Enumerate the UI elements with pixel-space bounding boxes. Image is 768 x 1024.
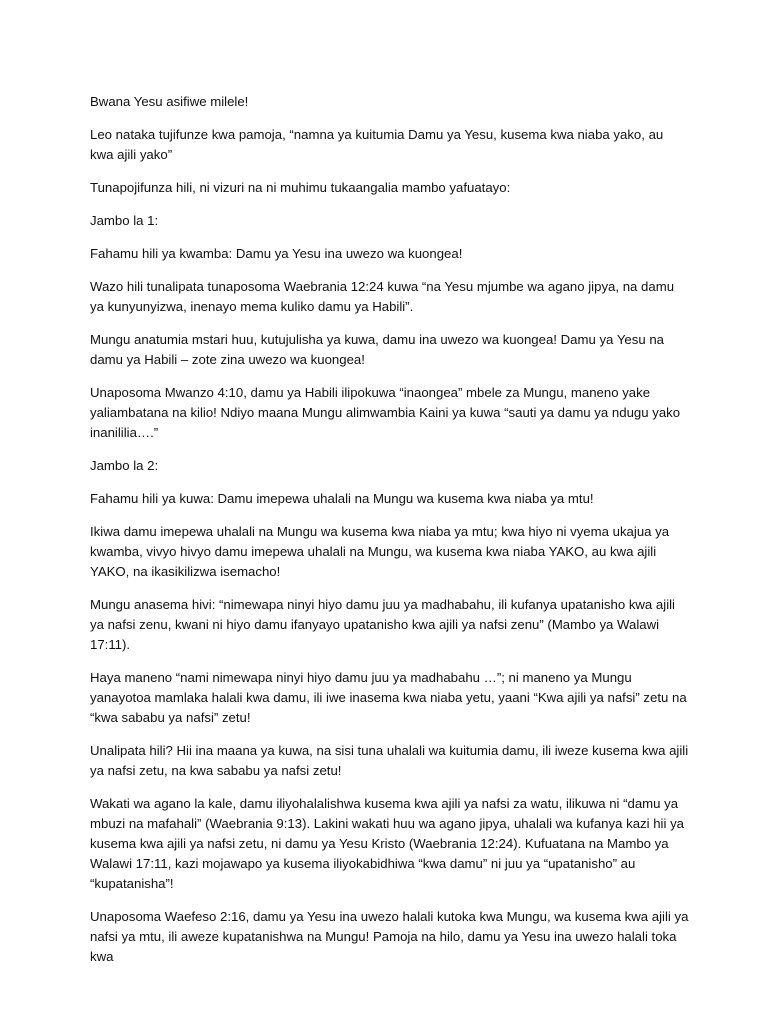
paragraph-waefeso: Unaposoma Waefeso 2:16, damu ya Yesu ina uwezo halali kutoka kwa Mungu, wa kusema kwa ajili ya nafsi ya mtu, ili aweze kupatanishwa na Mungu! Pamoja na hilo, damu ya Yesu ina uwezo halali toka kwa: [90, 909, 689, 964]
paragraph-waebrania: Wazo hili tunalipata tunaposoma Waebrania 12:24 kuwa “na Yesu mjumbe wa agano jipya, na damu ya kunyunyizwa, inenayo mema kuliko damu ya Habili”.: [90, 279, 675, 314]
paragraph-mamlaka: Haya maneno “nami nimewapa ninyi hiyo damu juu ya madhabahu …”; ni maneno ya Mungu yanayotoa mamlaka halali kwa damu, ili iwe inasema kwa niaba yetu, yaani “Kwa ajili ya nafsi” zetu na “kwa sababu ya nafsi” zetu!: [90, 670, 687, 725]
paragraph-lead: Tunapojifunza hili, ni vizuri na ni muhimu tukaangalia mambo yafuatayo:: [90, 180, 511, 195]
heading-jambo-2: Jambo la 2:: [90, 458, 159, 473]
paragraph-point-1: Fahamu hili ya kwamba: Damu ya Yesu ina uwezo wa kuongea!: [90, 246, 463, 261]
paragraph-agano: Wakati wa agano la kale, damu iliyohalalishwa kusema kwa ajili ya nafsi za watu, ilikuwa ni “damu ya mbuzi na mafahali” (Waebrania 9:13). Lakini wakati huu wa agano jipya, uhalali wa kufanya kazi hii ya kusema kwa ajili ya nafsi zetu, ni damu ya Yesu Kristo (Waebrania 12:24). Kufuatana na Mambo ya Walawi 17:11, kazi mojawapo ya kusema iliyokabidhiwa “kwa damu” ni juu ya “upatanisho” au “kupatanisha”!: [90, 796, 685, 891]
paragraph-mstari: Mungu anatumia mstari huu, kutujulisha ya kuwa, damu ina uwezo wa kuongea! Damu ya Yesu na damu ya Habili – zote zina uwezo wa kuongea!: [90, 332, 664, 367]
paragraph-mwanzo: Unaposoma Mwanzo 4:10, damu ya Habili ilipokuwa “inaongea” mbele za Mungu, maneno yake yaliambatana na kilio! Ndiyo maana Mungu alimwambia Kaini ya kuwa “sauti ya damu ya ndugu yako inanililia….”: [90, 385, 681, 440]
paragraph-uhalali: Ikiwa damu imepewa uhalali na Mungu wa kusema kwa niaba ya mtu; kwa hiyo ni vyema ukajua ya kwamba, vivyo hivyo damu imepewa uhalali na Mungu, wa kusema kwa niaba YAKO, au kwa ajili YAKO, na ikasikilizwa isemacho!: [90, 524, 670, 579]
paragraph-point-2: Fahamu hili ya kuwa: Damu imepewa uhalali na Mungu wa kusema kwa niaba ya mtu!: [90, 491, 594, 506]
paragraph-unalipata: Unalipata hili? Hii ina maana ya kuwa, na sisi tuna uhalali wa kuitumia damu, ili iweze kusema kwa ajili ya nafsi zetu, na kwa sababu ya nafsi zetu!: [90, 743, 689, 778]
paragraph-walawi: Mungu anasema hivi: “nimewapa ninyi hiyo damu juu ya madhabahu, ili kufanya upatanisho kwa ajili ya nafsi zenu, kwani ni hiyo damu ifanyayo upatanisho kwa ajili ya nafsi zenu” (Mambo ya Walawi 17:11).: [90, 597, 675, 652]
heading-jambo-1: Jambo la 1:: [90, 213, 159, 228]
paragraph-intro: Leo nataka tujifunze kwa pamoja, “namna ya kuitumia Damu ya Yesu, kusema kwa niaba yako, au kwa ajili yako”: [90, 127, 664, 162]
paragraph-greeting: Bwana Yesu asifiwe milele!: [90, 94, 249, 109]
document-page: [90, 92, 690, 980]
